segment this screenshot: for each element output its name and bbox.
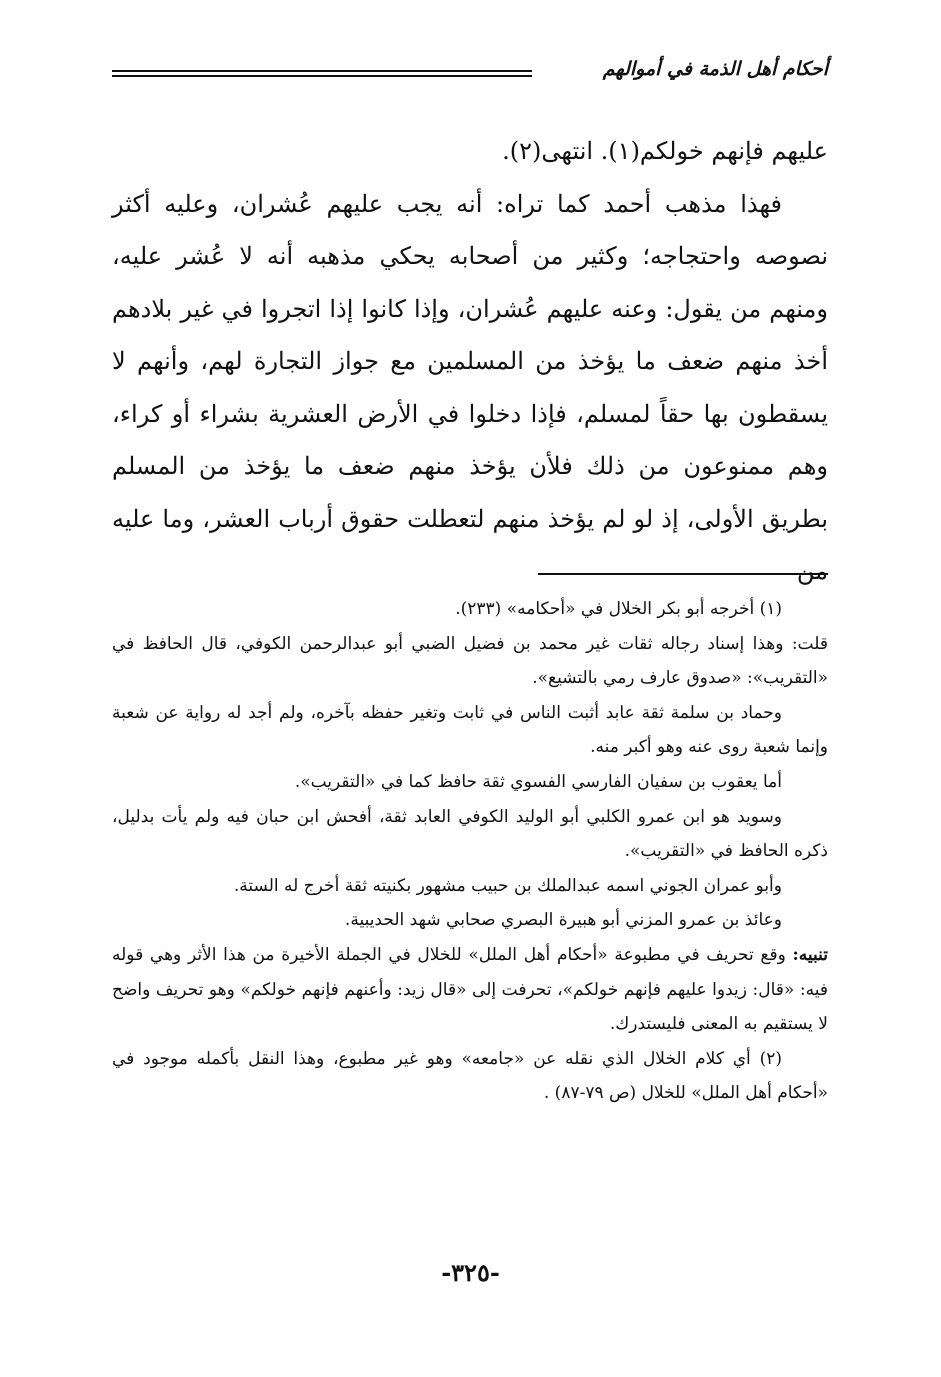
footnote-2: (٢) أي كلام الخلال الذي نقله عن «جامعه» وهو غير مطبوع، وهذا النقل بأكمله موجود في «أحكام أهل الملل» للخلال (ص ٧٩-٨٧) . xyxy=(112,1048,828,1104)
footnote-1: (١) أخرجه أبو بكر الخلال في «أحكامه» (٢٣٣). xyxy=(455,599,782,619)
tanbih-label: تنبيه: xyxy=(792,944,828,965)
footnote-suwaid: وسويد هو ابن عمرو الكلبي أبو الوليد الكوفي العابد ثقة، أفحش ابن حبان فيه ولم يأت بدليل، ذكره الحافظ في «التقريب». xyxy=(112,806,828,862)
header-rule xyxy=(112,70,532,77)
footnote-divider xyxy=(538,573,828,575)
footnote-yaqub: أما يعقوب بن سفيان الفارسي الفسوي ثقة حافظ كما في «التقريب». xyxy=(294,771,782,792)
body-paragraph-2: فهذا مذهب أحمد كما تراه: أنه يجب عليهم عُشران، وعليه أكثر نصوصه واحتجاجه؛ وكثير من أصحابه يحكي مذهبه أنه لا عُشر عليه، ومنهم من يقول: وعنه عليهم عُشران، وإذا كانوا إذا اتجروا في غير بلادهم أخذ منهم ضعف ما يؤخذ من المسلمين مع جواز التجارة لهم، وأنهم لا يسقطون بها حقاً لمسلم، فإذا دخلوا في الأرض العشرية بشراء أو كراء، وهم ممنوعون من ذلك فلأن يؤخذ منهم ضعف ما يؤخذ من المسلم بطريق الأولى، إذ لو لم يؤخذ منهم لتعطلت حقوق أرباب العشر، وما عليه من xyxy=(112,189,828,585)
footnote-qult: قلت: وهذا إسناد رجاله ثقات غير محمد بن فضيل الضبي أبو عبدالرحمن الكوفي، قال الحافظ في «التقريب»: «صدوق عارف رمي بالتشيع». xyxy=(112,633,828,689)
footnotes xyxy=(112,592,828,1111)
footnote-abu-imran: وأبو عمران الجوني اسمه عبدالملك بن حبيب مشهور بكنيته ثقة أخرج له الستة. xyxy=(233,875,782,896)
header-title: أحكام أهل الذمة في أموالهم xyxy=(602,58,828,80)
main-text xyxy=(112,125,828,598)
footnote-tanbih xyxy=(112,938,828,1042)
page-number: -٣٢٥- xyxy=(441,1258,500,1287)
body-paragraph-1: عليهم فإنهم خولكم(١). انتهى(٢). xyxy=(502,137,828,165)
running-header xyxy=(112,58,828,94)
tanbih-text: وقع تحريف في مطبوعة «أحكام أهل الملل» للخلال في الجملة الأخيرة من هذا الأثر وهي قوله فيه: «قال: زيدوا عليهم فإنهم خولكم»، تحرفت إلى «قال زيد: وأعنهم فإنهم خولكم» وهو تحريف واضح لا يستقيم به المعنى فليستدرك. xyxy=(112,944,828,1035)
footnote-aidh: وعائذ بن عمرو المزني أبو هبيرة البصري صحابي شهد الحديبية. xyxy=(344,910,782,931)
footnote-hammad: وحماد بن سلمة ثقة عابد أثبت الناس في ثابت وتغير حفظه بآخره، ولم أجد له رواية عن شعبة وإنما شعبة روى عنه وهو أكبر منه. xyxy=(112,702,828,758)
